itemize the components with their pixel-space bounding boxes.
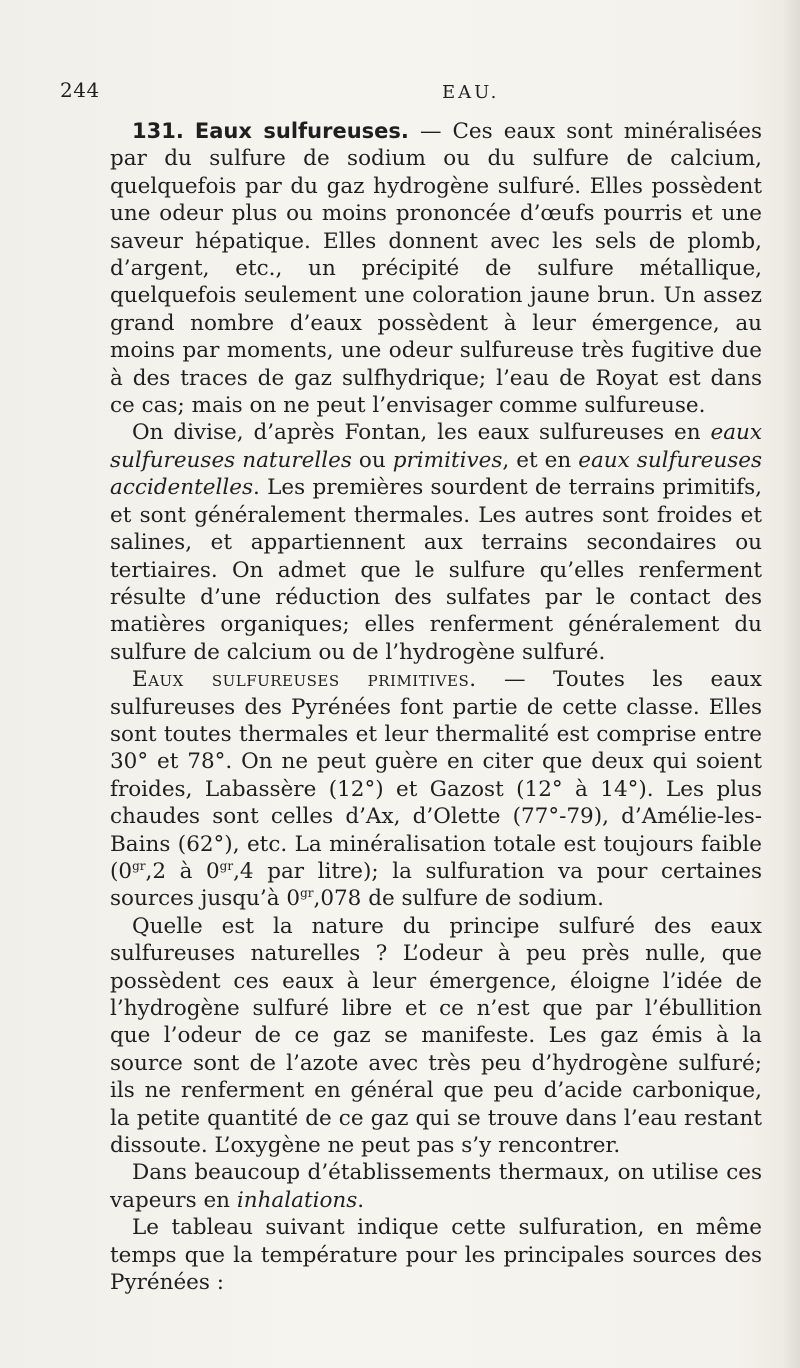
unit-superscript: gr — [132, 858, 146, 873]
page-number: 244 — [60, 78, 100, 102]
text-run: ,078 de sulfure de sodium. — [313, 886, 604, 912]
italic-term: primitives — [392, 447, 503, 473]
italic-term: eaux sulfureuses naturelles — [110, 420, 762, 473]
section-title: Eaux sulfureuses. — [194, 119, 409, 143]
text-run: . Les premières sourdent de terrains primitifs, et sont généralement thermales. Les autres sont froides et salines, et appartiennent aux terrains secondaires ou tertiaires. On admet que le sulfure qu’elles renferment résulte d’une réduction des sulfates par le contact des matières organiques; elles renferment généralement du sulfure de calcium ou de l’hydrogène sulfuré. — [110, 475, 762, 665]
page-edge-shadow — [782, 0, 800, 1368]
text-run: — Toutes les eaux sulfureuses des Pyrénées font partie de cette classe. Elles sont toutes thermales et leur thermalité est comprise entre 30° et 78°. On ne peut guère en citer que deux qui soient froides, Labassère (12°) et Gazost (12° à 14°). Les plus chaudes sont celles d’Ax, d’Olette (77°-79), d’Amélie-les-Bains (62°), etc. La minéralisation totale est toujours faible (0 — [110, 667, 763, 884]
running-head: EAU. — [442, 82, 500, 103]
text-run: ,2 à 0 — [145, 858, 220, 884]
unit-superscript: gr — [219, 858, 234, 873]
paragraph-section-131 — [110, 118, 762, 419]
paragraph-table-intro — [110, 1214, 762, 1296]
text-run: On divise, d’après Fontan, les eaux sulfureuses en — [132, 420, 711, 446]
paragraph-text: Le tableau suivant indique cette sulfuration, en même temps que la température pour les principales sources des Pyrénées : — [110, 1215, 762, 1296]
text-run: , et en — [502, 447, 579, 473]
subsection-heading: Eaux sulfureuses primitives. — [132, 667, 477, 693]
paragraph-nature — [110, 913, 762, 1160]
unit-superscript: gr — [300, 886, 314, 901]
page-header — [60, 78, 760, 108]
section-number: 131. — [132, 119, 184, 143]
text-run: ou — [351, 447, 393, 473]
paragraph-classification — [110, 419, 762, 666]
paragraph-text: — Ces eaux sont minéralisées par du sulfure de sodium ou du sulfure de calcium, quelquefois par du gaz hydrogène sulfuré. Elles possèdent une odeur plus ou moins prononcée d’œufs pourris et une saveur hépatique. Elles donnent avec les sels de plomb, d’argent, etc., un précipité de sulfure métallique, quelquefois seulement une coloration jaune brun. Un assez grand nombre d’eaux possèdent à leur émergence, au moins par moments, une odeur sulfureuse très fugitive due à des traces de gaz sulfhydrique; l’eau de Royat est dans ce cas; mais on ne peut l’envisager comme sulfureuse. — [110, 119, 762, 419]
text-run: ,4 par litre); la sulfuration va pour certaines sources jusqu’à 0 — [110, 858, 762, 912]
paragraph-primitive-waters — [110, 666, 762, 913]
paragraph-text: Quelle est la nature du principe sulfuré des eaux sulfureuses naturelles ? L’odeur à peu près nulle, que possèdent ces eaux à leur émergence, éloigne l’idée de l’hydrogène sulfuré libre et ce n’est que par l’ébullition que l’odeur de ce gaz se manifeste. Les gaz émis à la source sont de l’azote avec très peu d’hydrogène sulfuré; ils ne renferment en général que peu d’acide carbonique, la petite quantité de ce gaz qui se trouve dans l’eau restant dissoute. L’oxygène ne peut pas s’y rencontrer. — [110, 913, 762, 1159]
body-text — [110, 118, 762, 1296]
text-run: Dans beaucoup d’établissements thermaux, on utilise ces vapeurs en — [110, 1160, 762, 1213]
text-run: . — [357, 1187, 365, 1213]
paragraph-inhalations — [110, 1159, 762, 1214]
italic-term: eaux sulfureuses accidentelles — [110, 447, 762, 501]
italic-term: inhalations — [236, 1187, 358, 1213]
